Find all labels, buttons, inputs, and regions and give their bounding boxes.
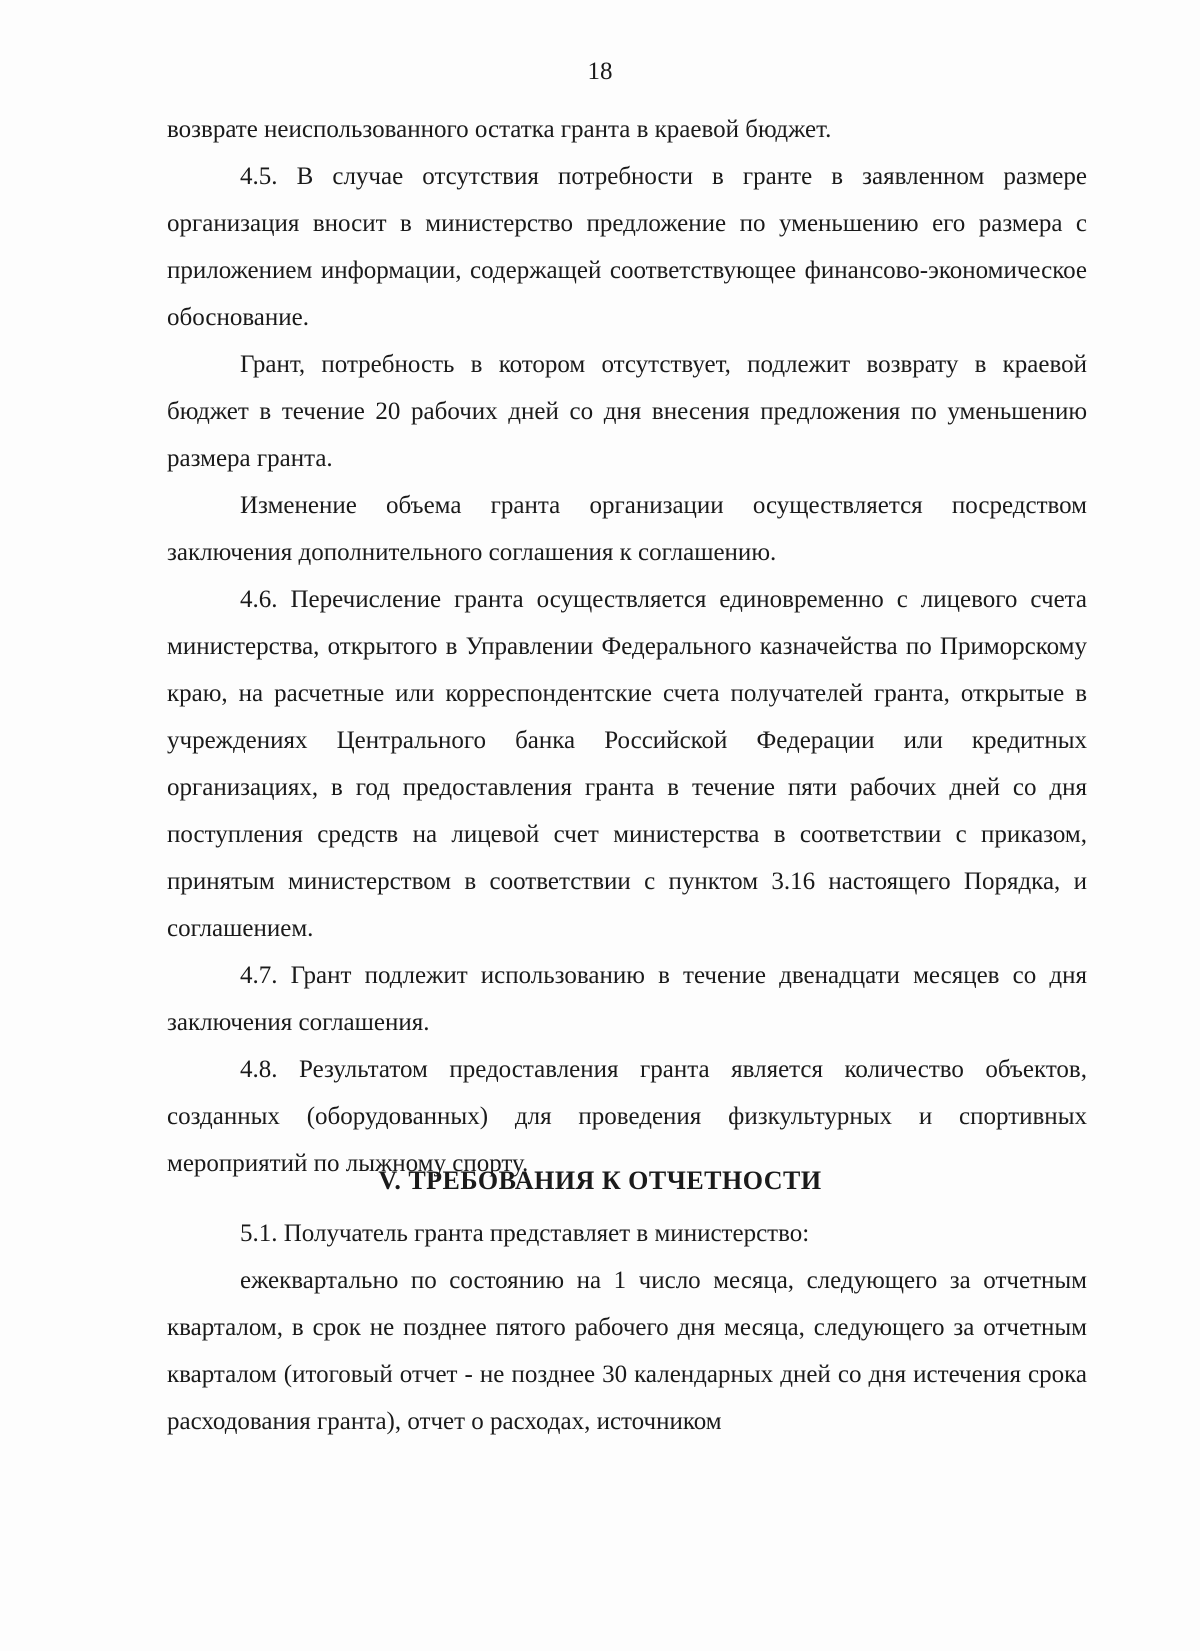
page-number: 18 [587,58,613,85]
section-4-text [167,106,1087,1187]
paragraph-continuation: возврате неиспользованного остатка гранта в краевой бюджет. [167,116,832,143]
paragraph-grant-change: Изменение объема гранта организации осуществляется посредством заключения дополнительного соглашения к соглашению. [167,492,1087,566]
paragraph-5-1: 5.1. Получатель гранта представляет в министерство: [240,1220,810,1247]
paragraph-grant-return: Грант, потребность в котором отсутствует, подлежит возврату в краевой бюджет в течение 20 рабочих дней со дня внесения предложения по уменьшению размера гранта. [167,351,1087,472]
section-heading: V. ТРЕБОВАНИЯ К ОТЧЕТНОСТИ [378,1166,822,1195]
paragraph-quarterly-report: ежеквартально по состоянию на 1 число месяца, следующего за отчетным кварталом, в срок не позднее пятого рабочего дня месяца, следующего за отчетным кварталом (итоговый отчет - не позднее 30 календарных дней со дня истечения срока расходования гранта), отчет о расходах, источником [167,1267,1087,1435]
section-5-text [167,1210,1087,1445]
paragraph-4-5: 4.5. В случае отсутствия потребности в гранте в заявленном размере организация вносит в министерство предложение по уменьшению его размера с приложением информации, содержащей соответствующее финансово-экономическое обоснование. [167,163,1087,331]
paragraph-4-8: 4.8. Результатом предоставления гранта является количество объектов, созданных (оборудованных) для проведения физкультурных и спортивных мероприятий по лыжному спорту. [167,1056,1087,1177]
paragraph-4-6: 4.6. Перечисление гранта осуществляется единовременно с лицевого счета министерства, открытого в Управлении Федерального казначейства по Приморскому краю, на расчетные или корреспондентские счета получателей гранта, открытые в учреждениях Центрального банка Российской Федерации или кредитных организациях, в год предоставления гранта в течение пяти рабочих дней со дня поступления средств на лицевой счет министерства в соответствии с приказом, принятым министерством в соответствии с пунктом 3.16 настоящего Порядка, и соглашением. [167,586,1087,942]
paragraph-4-7: 4.7. Грант подлежит использованию в течение двенадцати месяцев со дня заключения соглашения. [167,962,1087,1036]
